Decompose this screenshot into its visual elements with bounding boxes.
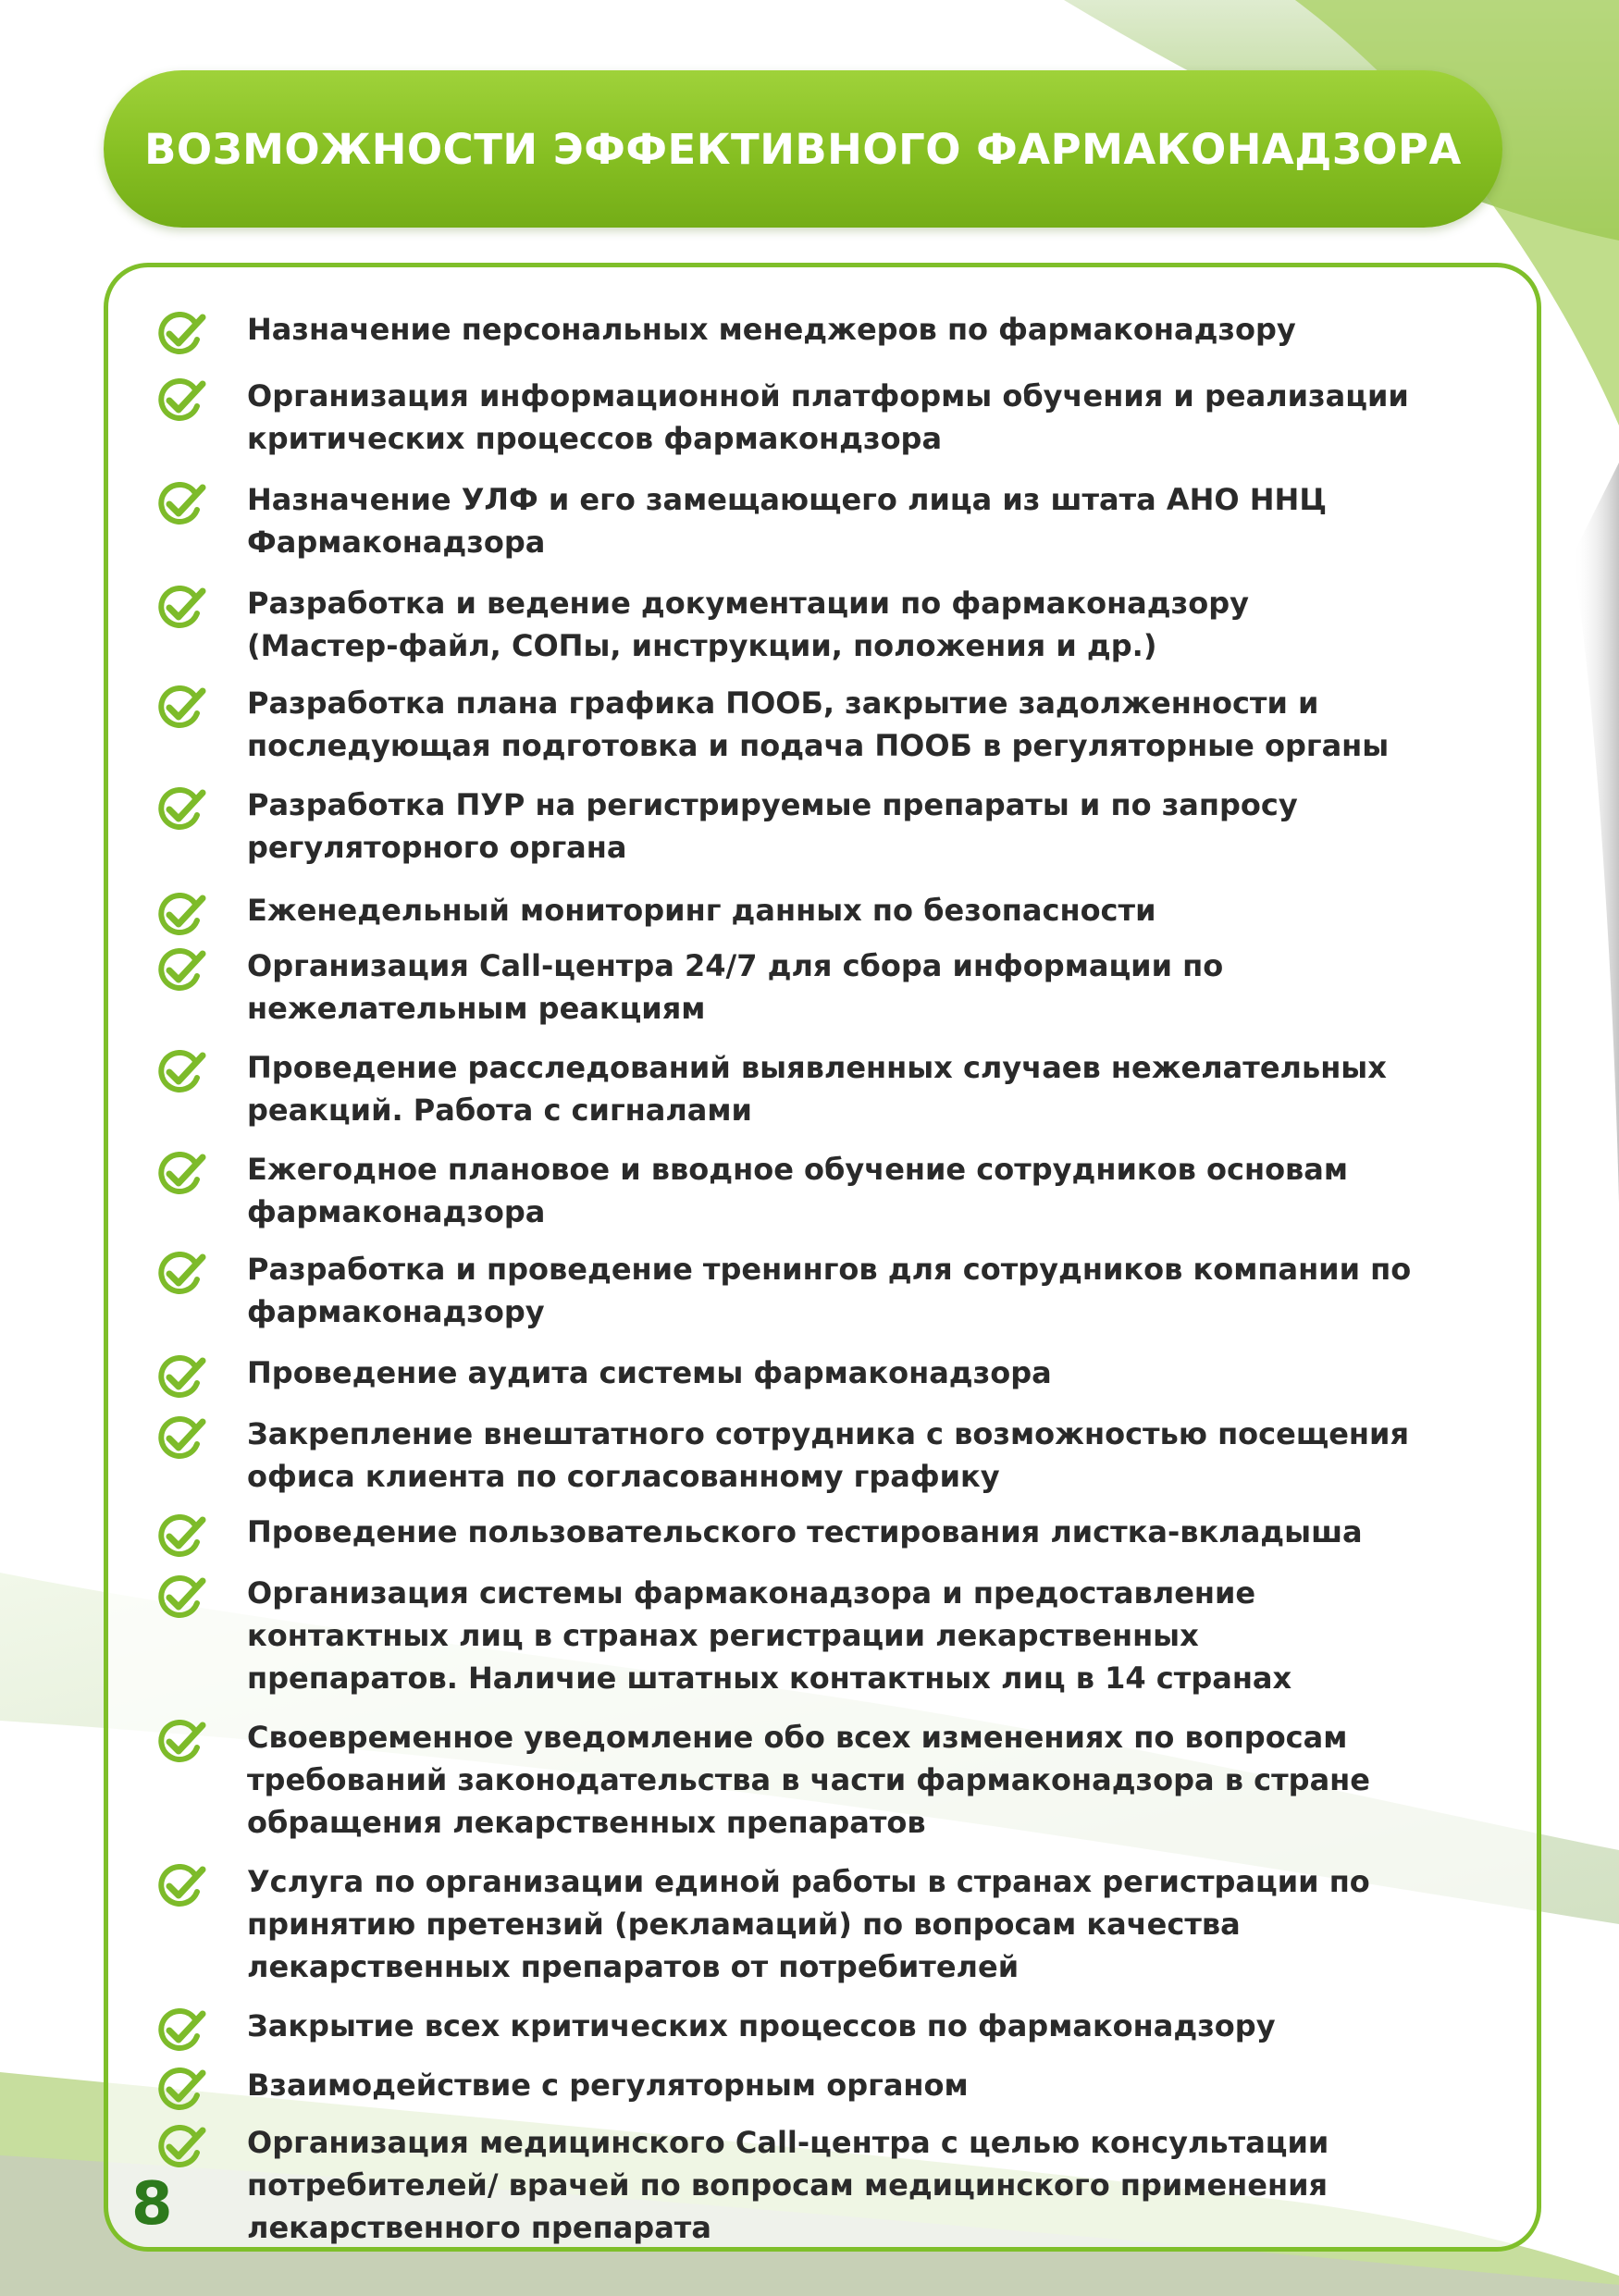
check-circle-icon [154,1720,206,1766]
list-item-text [247,889,1505,932]
page-title: ВОЗМОЖНОСТИ ЭФФЕКТИВНОГО ФАРМАКОНАДЗОРА [144,124,1462,174]
list-item-text [247,375,1505,460]
check-circle-icon [154,1152,206,1198]
list-item-line: Назначение УЛФ и его замещающего лица из штата АНО ННЦ [247,482,1328,517]
check-circle-icon [154,378,206,425]
list-item-line: контактных лиц в странах регистрации лекарственных [247,1618,1199,1653]
list-item-line: требований законодательства в части фармаконадзора в стране [247,1762,1370,1797]
list-item-line: Закрытие всех критических процессов по фармаконадзору [247,2008,1276,2043]
list-item-text [247,1716,1505,1844]
check-circle-icon [154,1514,206,1561]
list-item-line: Еженедельный мониторинг данных по безопасности [247,893,1156,928]
list-item-line: офиса клиента по согласованному графику [247,1459,1000,1494]
list-item-line: Услуга по организации единой работы в странах регистрации по [247,1864,1370,1899]
check-circle-icon [154,1050,206,1096]
list-item-text [247,1572,1505,1699]
list-item-text [247,682,1505,767]
check-circle-icon [154,312,206,358]
list-item-text [247,944,1505,1030]
list-item-text [247,2005,1505,2047]
list-item-line: потребителей/ врачей по вопросам медицинского применения [247,2167,1329,2203]
list-item-line: обращения лекарственных препаратов [247,1805,926,1840]
list-item-line: Организация системы фармаконадзора и предоставление [247,1575,1256,1611]
check-circle-icon [154,1575,206,1622]
list-item-text [247,1860,1505,1988]
services-list [108,267,1537,2247]
check-circle-icon [154,1355,206,1401]
list-item-text [247,1511,1505,1553]
list-item-text [247,308,1505,351]
list-item-line: Разработка и проведение тренингов для сотрудников компании по [247,1252,1412,1287]
check-circle-icon [154,586,206,632]
check-circle-icon [154,482,206,528]
list-item-line: Организация информационной платформы обучения и реализации [247,378,1409,414]
page-number: 8 [131,2170,173,2239]
check-circle-icon [154,1252,206,1298]
list-item-line: Проведение аудита системы фармаконадзора [247,1355,1052,1390]
check-circle-icon [154,1864,206,1910]
list-item-line: лекарственных препаратов от потребителей [247,1949,1020,1984]
check-circle-icon [154,948,206,994]
list-item-line: Разработка ПУР на регистрируемые препараты и по запросу [247,787,1298,822]
list-item-line: Разработка плана графика ПООБ, закрытие задолженности и [247,685,1319,721]
list-item-text [247,582,1505,667]
services-panel [104,263,1541,2252]
list-item-line: Закрепление внештатного сотрудника с возможностью посещения [247,1416,1409,1451]
list-item-line: Назначение персональных менеджеров по фармаконадзору [247,312,1296,347]
list-item-text [247,1248,1505,1333]
list-item-line: Организация медицинского Call-центра с целью консультации [247,2125,1329,2160]
title-banner [104,70,1502,228]
list-item-line: последующая подготовка и подача ПООБ в регуляторные органы [247,728,1390,763]
list-item-line: Проведение пользовательского тестирования листка-вкладыша [247,1514,1363,1549]
list-item-line: препаратов. Наличие штатных контактных лиц в 14 странах [247,1660,1292,1696]
list-item-line: Фармаконадзора [247,525,546,560]
list-item-line: Взаимодействие с регуляторным органом [247,2068,969,2103]
check-circle-icon [154,1416,206,1463]
check-circle-icon [154,2125,206,2171]
list-item-line: (Мастер-файл, СОПы, инструкции, положения и др.) [247,628,1157,663]
list-item-line: Разработка и ведение документации по фармаконадзору [247,586,1249,621]
list-item-line: реакций. Работа с сигналами [247,1092,752,1128]
list-item-line: Ежегодное плановое и вводное обучение сотрудников основам [247,1152,1349,1187]
list-item-line: фармаконадзора [247,1194,546,1229]
list-item-line: фармаконадзору [247,1294,545,1329]
list-item-text [247,1352,1505,1394]
check-circle-icon [154,787,206,833]
check-circle-icon [154,2068,206,2114]
list-item-line: критических процессов фармакондзора [247,421,943,456]
check-circle-icon [154,2008,206,2055]
list-item-line: Своевременное уведомление обо всех изменениях по вопросам [247,1720,1348,1755]
list-item-text [247,1413,1505,1498]
list-item-line: лекарственного препарата [247,2210,711,2245]
list-item-text [247,1148,1505,1233]
list-item-line: Проведение расследований выявленных случаев нежелательных [247,1050,1387,1085]
list-item-text [247,1046,1505,1131]
check-circle-icon [154,685,206,732]
list-item-text [247,2121,1505,2249]
list-item-text [247,784,1505,869]
check-circle-icon [154,893,206,939]
list-item-text [247,478,1505,563]
list-item-line: регуляторного органа [247,830,627,865]
list-item-text [247,2064,1505,2106]
list-item-line: Организация Call-центра 24/7 для сбора информации по [247,948,1224,983]
list-item-line: нежелательным реакциям [247,991,706,1026]
list-item-line: принятию претензий (рекламаций) по вопросам качества [247,1907,1241,1942]
